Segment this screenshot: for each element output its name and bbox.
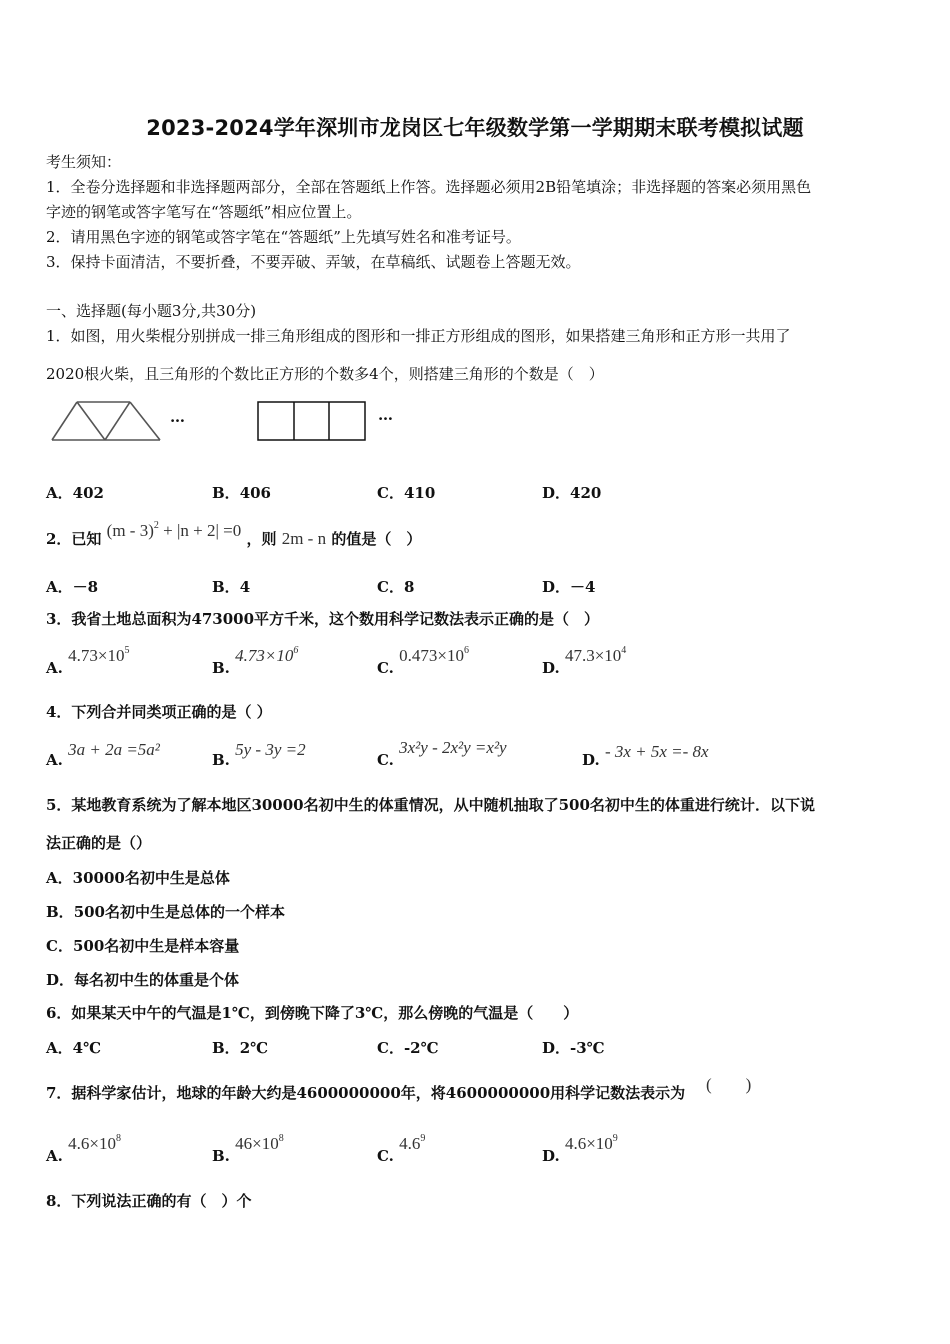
notice-heading: 考生须知： — [46, 153, 122, 171]
q2-option-d[interactable]: D．－4 — [542, 578, 596, 596]
question-1-text: 2020根火柴，且三角形的个数比正方形的个数多4个，则搭建三角形的个数是（ ） — [46, 365, 604, 383]
q6-option-b[interactable]: B．2℃ — [212, 1039, 269, 1057]
notice-item: 3．保持卡面清洁，不要折叠，不要弄破、弄皱，在草稿纸、试题卷上答题无效。 — [46, 253, 581, 271]
q1-option-b[interactable]: B．406 — [212, 484, 271, 502]
q4-option-b[interactable]: B. 5y - 3y =2 — [212, 740, 306, 769]
question-6-text: 6．如果某天中午的气温是1℃，到傍晚下降了3℃，那么傍晚的气温是（ ） — [46, 1004, 579, 1022]
q4-option-d[interactable]: D. - 3x + 5x =- 8x — [582, 742, 709, 769]
q1-option-d[interactable]: D．420 — [542, 484, 602, 502]
q3-option-a[interactable]: A. $4.73\times 10^5$ — [46, 645, 130, 677]
question-3-text: 3．我省土地总面积为473000平方千米，这个数用科学记数法表示正确的是（ ） — [46, 610, 600, 628]
q7-option-c[interactable]: C. $4.6^9$ — [377, 1133, 426, 1165]
squares-figure — [257, 401, 367, 441]
q5-option-d[interactable]: D．每名初中生的体重是个体 — [46, 971, 240, 989]
page-title: 2023-2024学年深圳市龙岗区七年级数学第一学期期末联考模拟试题 — [146, 116, 804, 140]
question-5-text: 5．某地教育系统为了解本地区30000名初中生的体重情况，从中随机抽取了500名初中生的体重进行统计．以下说 — [46, 796, 815, 814]
section-heading: 一、选择题(每小题3分,共30分) — [46, 302, 257, 320]
q3-option-d[interactable]: D. $47.3\times 10^4$ — [542, 645, 627, 677]
q2-option-a[interactable]: A．－8 — [46, 578, 99, 596]
answer-blank: ( ) — [706, 1075, 752, 1094]
q5-option-b[interactable]: B．500名初中生是总体的一个样本 — [46, 903, 285, 921]
q6-option-d[interactable]: D．-3℃ — [542, 1039, 605, 1057]
q5-option-a[interactable]: A．30000名初中生是总体 — [46, 869, 230, 887]
notice-item: 2．请用黑色字迹的钢笔或答字笔在“答题纸”上先填写姓名和准考证号。 — [46, 228, 521, 246]
triangles-figure — [50, 400, 162, 442]
expression: 2m - n — [281, 529, 327, 548]
q3-option-c[interactable]: C. $0.473\times 10^6$ — [377, 645, 469, 677]
triangles-ellipsis: … — [170, 408, 185, 426]
question-7-text: 7．据科学家估计，地球的年龄大约是4600000000年，将4600000000用科学记数法表示为 — [46, 1084, 686, 1102]
q1-option-a[interactable]: A．402 — [46, 484, 104, 502]
question-4-text: 4．下列合并同类项正确的是（ ） — [46, 703, 272, 721]
q7-option-d[interactable]: D. $4.6\times 10^9$ — [542, 1133, 618, 1165]
q7-option-a[interactable]: A. $4.6\times 10^8$ — [46, 1133, 121, 1165]
equation: (m - 3)$^2$ + |n + 2| =0 — [106, 520, 242, 540]
notice-item: 字迹的钢笔或答字笔写在“答题纸”相应位置上。 — [46, 203, 362, 221]
q1-option-c[interactable]: C．410 — [377, 484, 436, 502]
question-1-text: 1．如图，用火柴棍分别拼成一排三角形组成的图形和一排正方形组成的图形，如果搭建三角形和正方形一共用了 — [46, 327, 791, 345]
q5-option-c[interactable]: C．500名初中生是样本容量 — [46, 937, 240, 955]
notice-item: 1．全卷分选择题和非选择题两部分，全部在答题纸上作答。选择题必须用2B铅笔填涂；非选择题的答案必须用黑色 — [46, 178, 812, 196]
q7-option-b[interactable]: B. $46\times 10^8$ — [212, 1133, 284, 1165]
q6-option-c[interactable]: C．-2℃ — [377, 1039, 439, 1057]
q4-option-a[interactable]: A. 3a + 2a =5a² — [46, 740, 160, 769]
q6-option-a[interactable]: A．4℃ — [46, 1039, 102, 1057]
q3-option-b[interactable]: B. $4.73\times 10^6$ — [212, 645, 299, 677]
question-5-text: 法正确的是（） — [46, 834, 152, 852]
question-8-text: 8．下列说法正确的有（ ）个 — [46, 1192, 252, 1210]
q4-option-c[interactable]: C. 3x²y - 2x²y =x²y — [377, 738, 507, 769]
q2-option-b[interactable]: B．4 — [212, 578, 251, 596]
squares-ellipsis: … — [378, 406, 393, 424]
question-2-text: 2．已知 (m - 3)$^2$ + |n + 2| =0 ，则 2m - n 的值是（ ） — [46, 520, 422, 548]
q2-option-c[interactable]: C．8 — [377, 578, 415, 596]
